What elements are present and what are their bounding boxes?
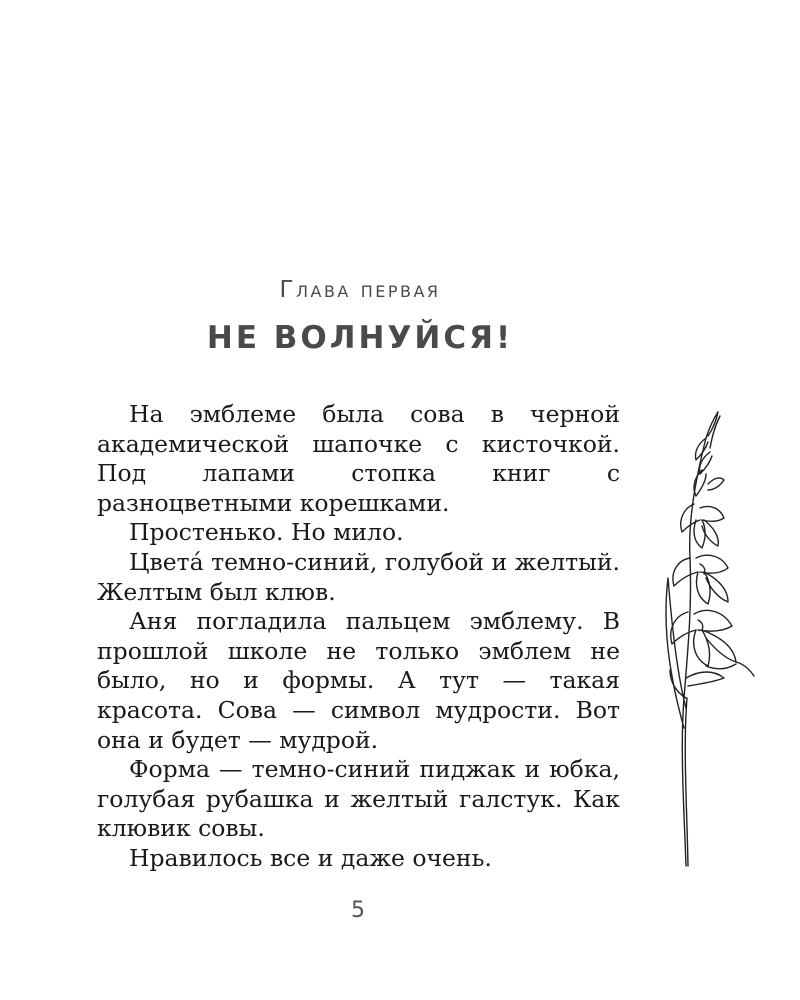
chapter-title: НЕ ВОЛНУЙСЯ! (206, 320, 514, 356)
paragraph: Простенько. Но мило. (129, 518, 404, 547)
gladiolus-flower-icon (640, 408, 760, 868)
paragraph: Цветá темно-синий, голубой и желтый. Желтым был клюв. (97, 547, 620, 606)
paragraph: Форма — темно-синий пиджак и юбка, голубая рубашка и желтый галстук. Как клювик совы. (97, 755, 620, 843)
paragraph: Аня погладила пальцем эмблему. В прошлой школе не только эмблем не было, но и формы. А тут — такая красота. Сова — символ мудрости. Вот она и будет — мудрой. (97, 607, 620, 754)
paragraph: На эмблеме была сова в черной академической шапочке с кисточкой. Под лапами стопка книг с разноцветными корешками. (97, 400, 620, 517)
page-number: 5 (351, 898, 365, 923)
body-text (97, 400, 620, 874)
chapter-label: Глава первая (279, 277, 441, 303)
paragraph: Нравилось все и даже очень. (129, 843, 492, 872)
